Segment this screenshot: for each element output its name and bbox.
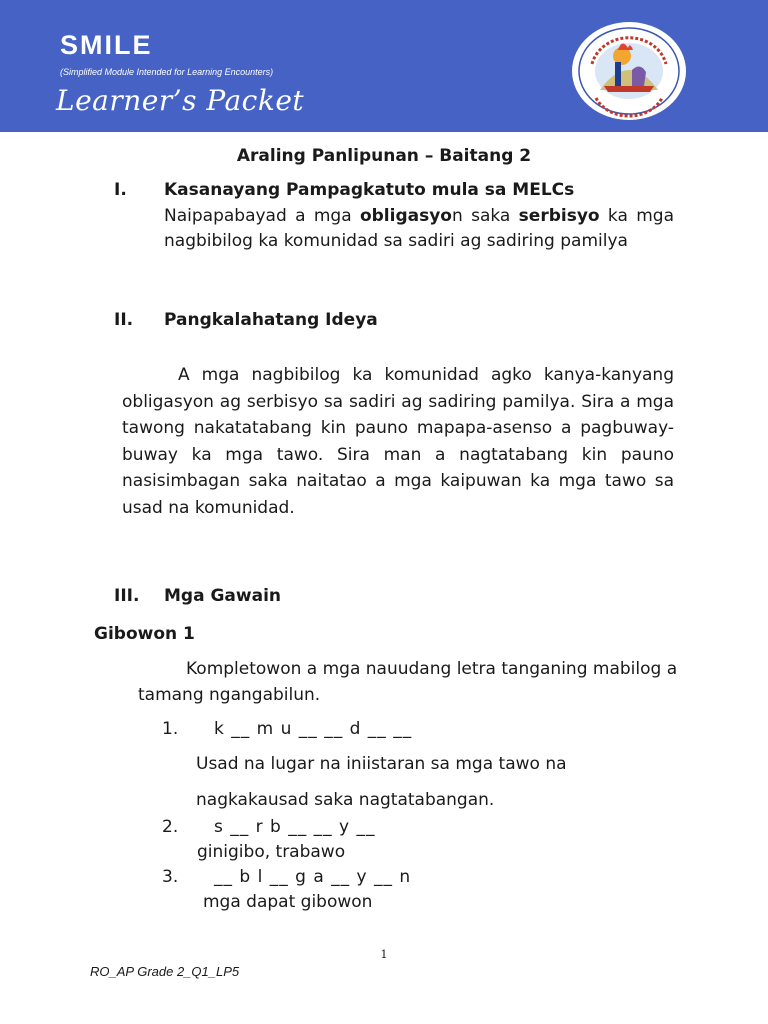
section-2-number: II. <box>114 310 134 330</box>
item-3-number: 3. <box>162 867 179 887</box>
item-2-number: 2. <box>162 817 179 837</box>
section-3-number: III. <box>114 586 140 606</box>
section-3-heading: Mga Gawain <box>164 586 282 606</box>
serbisyo-bold: serbisyo <box>518 206 600 226</box>
obligasyon-bold: obligasyo <box>359 206 452 226</box>
section-2-paragraph: A mga nagbibilog ka komunidad agko kanya-kanyang obligasyon ag serbisyo sa sadiri ag sadiring pamilya. Sira a mga tawong nakatatabang kin pauno mapapa-asenso a pagbuway-buway ka mga tawo. Sira man a nagtatabang kin pauno nasisimbagan saka naitatao a mga kaipuwan ka mga tawo sa usad na komunidad. <box>122 365 674 518</box>
item-1-clue-line1: Usad na lugar na iniistaran sa mga tawo na <box>196 754 567 774</box>
item-1-clue-line2: nagkakausad saka nagtatabangan. <box>196 790 495 810</box>
footer-code: RO_AP Grade 2_Q1_LP5 <box>90 964 240 979</box>
smile-title: SMILE <box>60 30 153 60</box>
section-1-number: I. <box>114 180 127 200</box>
deped-seal-icon <box>570 20 688 122</box>
section-2-heading: Pangkalahatang Ideya <box>164 310 378 330</box>
section-1-text-c: ka mga nagbibilog ka komunidad sa sadiri ag sadiring pamilya <box>164 206 674 251</box>
section-1-text-a: Naipapabayad a mga <box>164 206 360 226</box>
activity-title: Gibowon 1 <box>94 624 195 644</box>
section-1-heading: Kasanayang Pampagkatuto mula sa MELCs <box>164 180 575 200</box>
item-2-clue: ginigibo, trabawo <box>197 842 346 862</box>
item-3-puzzle: __ b l __ g a __ y __ n <box>214 867 412 887</box>
item-2-puzzle: s __ r b __ __ y __ <box>214 817 376 837</box>
section-1-text <box>164 204 674 254</box>
activity-instruction: Kompletowon a mga nauudang letra tanganing mabilog a tamang ngangabilun. <box>138 659 678 705</box>
item-3-clue: mga dapat gibowon <box>203 892 373 912</box>
item-1-number: 1. <box>162 719 179 739</box>
page-number: 1 <box>380 948 388 961</box>
section-1-text-b: n saka <box>451 206 519 226</box>
page-title: Araling Panlipunan – Baitang 2 <box>236 146 532 166</box>
learners-packet-label: Learner’s Packet <box>56 84 305 117</box>
smile-subtitle: (Simplified Module Intended for Learning Encounters) <box>60 67 274 77</box>
header-banner <box>0 0 768 132</box>
item-1-puzzle: k __ m u __ __ d __ __ <box>214 719 413 739</box>
